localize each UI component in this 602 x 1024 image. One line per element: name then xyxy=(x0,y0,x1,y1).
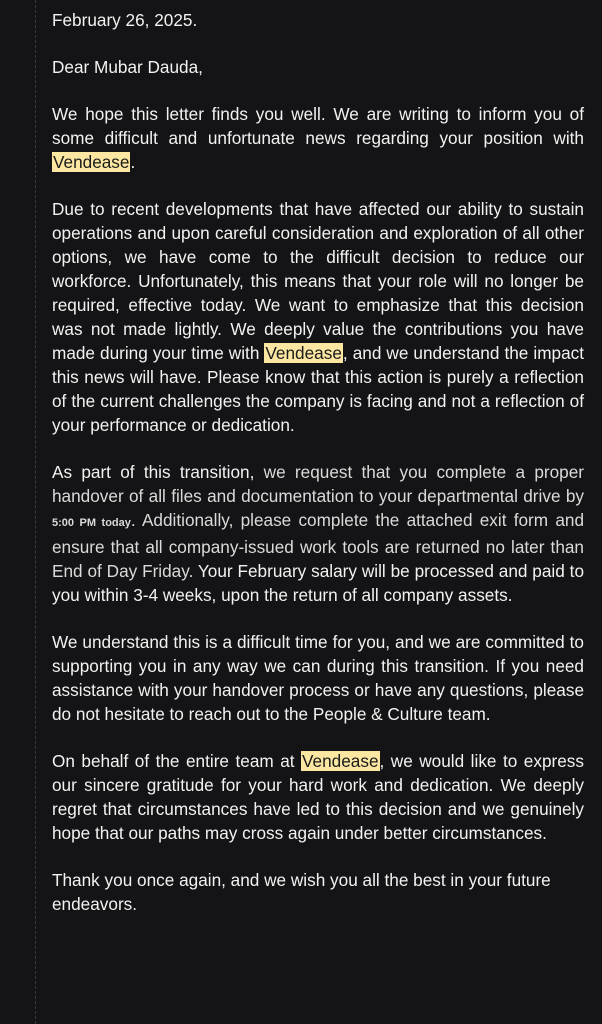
paragraph-support: We understand this is a difficult time for you, and we are committed to supporting you in any way we can during this transition. If you need assistance with your handover process or have any questions, please do not hesitate to reach out to the People & Culture team. xyxy=(52,632,584,724)
letter-date: February 26, 2025. xyxy=(52,10,198,30)
letter-body xyxy=(52,8,584,939)
deadline-time: 5:00 PM today xyxy=(52,517,131,529)
salary-note: Your February salary will be processed and paid to you within 3-4 weeks, upon the return of all company assets. xyxy=(52,561,584,605)
intro-text: We hope this letter finds you well. We are writing to inform you of some difficult and unfortunate news regarding your position with xyxy=(52,104,584,148)
left-margin-rule xyxy=(35,0,36,1024)
decision-text-end: , and we understand the impact this news will have. Please know that this action is purely a reflection of the current challenges the company is facing and not a reflection of your performance or dedication. xyxy=(52,343,584,435)
letter-greeting: Dear Mubar Dauda, xyxy=(52,57,203,77)
paragraph-decision xyxy=(52,197,584,437)
decision-text: Due to recent developments that have affected our ability to sustain operations and upon careful consideration and exploration of all other options, we have come to the difficult decision to reduce our workforce. Unfortunately, this means that your role will no longer be required, effective today. We want to emphasize that this decision was not made lightly. We deeply value the contributions you have made during your time with xyxy=(52,199,584,363)
paragraph-intro xyxy=(52,102,584,174)
company-name-highlight: Vendease xyxy=(53,152,130,172)
company-name-highlight: Vendease xyxy=(302,751,379,771)
exit-instructions: . Additionally, please complete the attached exit form and ensure that all company-issued work tools are returned no later than End of Day Friday. xyxy=(52,510,584,581)
company-name-highlight: Vendease xyxy=(265,343,342,363)
gratitude-text: On behalf of the entire team at xyxy=(52,751,302,771)
gratitude-text-end: , we would like to express our sincere gratitude for your hard work and dedication. We deeply regret that circumstances have led to this decision and we genuinely hope that our paths may cross again under better circumstances. xyxy=(52,751,584,843)
paragraph-closing: Thank you once again, and we wish you all the best in your future endeavors. xyxy=(52,870,551,914)
intro-text-end: . xyxy=(130,152,136,172)
paragraph-transition xyxy=(52,460,584,607)
handover-instructions: we request that you complete a proper handover of all files and documentation to your departmental drive by xyxy=(52,462,585,506)
paragraph-gratitude xyxy=(52,749,584,845)
transition-intro: As part of this transition, xyxy=(52,462,264,482)
